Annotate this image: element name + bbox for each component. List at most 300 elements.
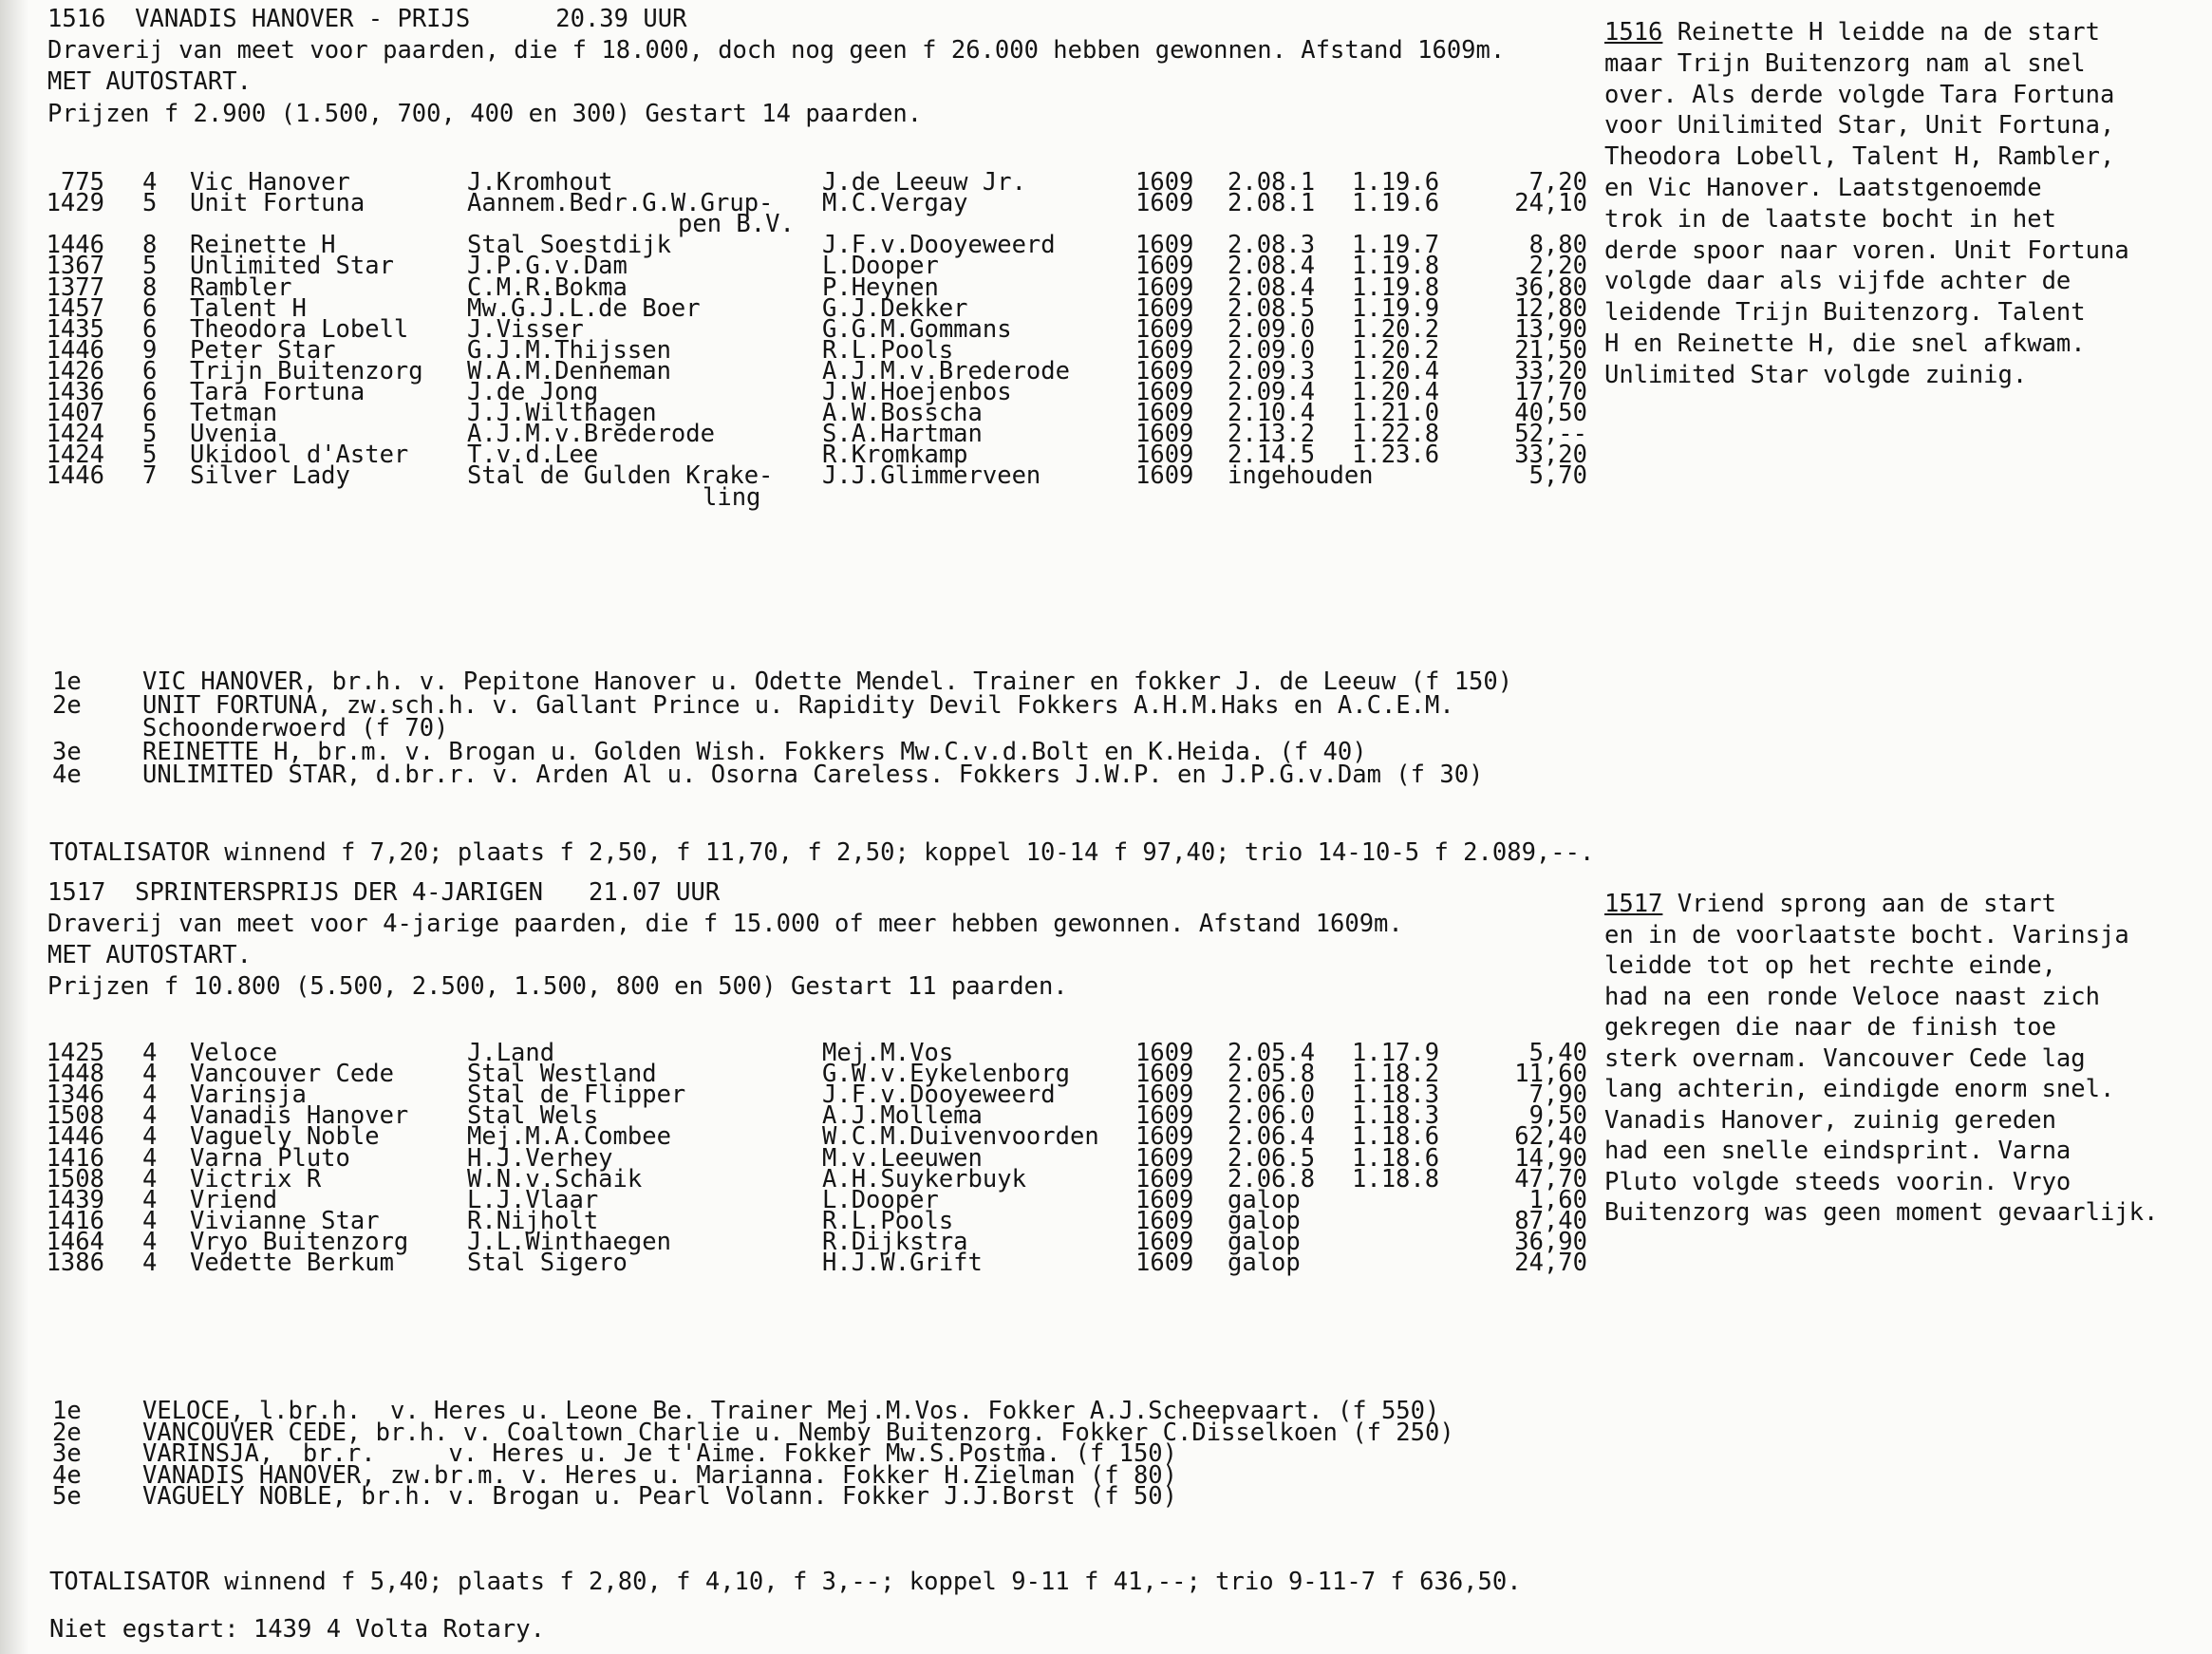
cell-num: 1439 [46, 1185, 104, 1214]
cell-dist: 1609 [1135, 189, 1194, 218]
cell-owner: Stal Soestdijk [467, 231, 671, 260]
cell-km: 1.19.7 [1352, 231, 1440, 260]
cell-owner: J.P.G.v.Dam [467, 252, 628, 281]
cell-age: 9 [142, 335, 158, 365]
cell-odds: 33,20 [1514, 356, 1587, 385]
cell-horse: Vedette Berkum [190, 1249, 394, 1277]
placing-text: VANCOUVER CEDE, br.h. v. Coaltown Charlie u. Nemby Buitenzorg. Fokker C.Disselkoen (f 250) [142, 1418, 1454, 1447]
comment-text: H en Reinette H, die snel afkwam. [1604, 329, 2086, 358]
cell-dist: 1609 [1135, 231, 1194, 260]
cell-horse: Vryo Buitenzorg [190, 1227, 409, 1256]
comment-text: had na een ronde Veloce naast zich [1604, 982, 2100, 1011]
cell-num: 1367 [46, 252, 104, 281]
race2-not-started: Niet egstart: 1439 4 Volta Rotary. [49, 1615, 545, 1644]
comment-text: Unlimited Star volgde zuinig. [1604, 360, 2028, 389]
placing-rank: 5e [52, 1482, 82, 1511]
cell-km: 1.18.3 [1352, 1081, 1440, 1110]
comment-line [1604, 173, 2042, 203]
comment-text: Buitenzorg was geen moment gevaarlijk. [1604, 1198, 2159, 1227]
cell-driver: J.W.Hoejenbos [822, 378, 1012, 406]
comment-text: leidde tot op het rechte einde, [1604, 951, 2056, 980]
cell-driver: R.Dijkstra [822, 1227, 968, 1256]
comment-text: lang achterin, eindigde enorm snel. [1604, 1075, 2115, 1103]
comment-line [1604, 889, 2056, 919]
cell-num: 1429 [46, 189, 104, 218]
cell-driver: J.F.v.Dooyeweerd [822, 231, 1056, 260]
placing-rank: 2e [52, 690, 82, 720]
cell-km: 1.20.2 [1352, 335, 1440, 365]
cell-time: 2.08.1 [1228, 168, 1316, 197]
cell-odds: 24,10 [1514, 189, 1587, 218]
cell-km: 1.20.2 [1352, 314, 1440, 344]
race2-prizes: Prijzen f 10.800 (5.500, 2.500, 1.500, 800 en 500) Gestart 11 paarden. [47, 972, 1068, 1001]
comment-text: sterk overnam. Vancouver Cede lag [1604, 1043, 2086, 1073]
cell-dist: 1609 [1135, 1039, 1194, 1067]
comment-text: Pluto volgde steeds voorin. Vryo [1604, 1167, 2071, 1196]
cell-odds: 14,90 [1514, 1143, 1587, 1173]
cell-time: ingehouden [1228, 461, 1374, 491]
cell-horse: Vivianne Star [190, 1206, 380, 1235]
cell-owner: T.v.d.Lee [467, 441, 599, 470]
comment-line [1604, 1012, 2056, 1043]
placing-text: VAGUELY NOBLE, br.h. v. Brogan u. Pearl Volann. Fokker J.J.Borst (f 50) [142, 1482, 1178, 1511]
comment-line [1604, 80, 2114, 110]
comment-text: voor Unilimited Star, Unit Fortuna, [1604, 111, 2115, 141]
table-row [0, 1248, 1604, 1278]
placing-text: REINETTE H, br.m. v. Brogan u. Golden Wish. Fokkers Mw.C.v.d.Bolt en K.Heida. (f 40) [142, 737, 1367, 766]
comment-line [1604, 1105, 2056, 1136]
cell-num: 1424 [46, 420, 104, 449]
cell-time: 2.08.5 [1228, 293, 1316, 323]
cell-horse: Rambler [190, 273, 292, 302]
cell-driver: P.Heynen [822, 273, 939, 302]
cell-km: 1.18.6 [1352, 1122, 1440, 1152]
cell-owner: L.J.Vlaar [467, 1185, 599, 1214]
cell-num: 1446 [46, 335, 104, 365]
cell-owner-continued: ling [703, 482, 761, 512]
cell-dist: 1609 [1135, 1227, 1194, 1256]
cell-age: 5 [142, 189, 158, 218]
cell-dist: 1609 [1135, 252, 1194, 281]
cell-km: 1.20.4 [1352, 356, 1440, 385]
cell-age: 6 [142, 399, 158, 428]
cell-km: 1.20.4 [1352, 378, 1440, 406]
placing-rank: 4e [52, 761, 82, 789]
cell-owner: Stal Westland [467, 1060, 657, 1089]
cell-dist: 1609 [1135, 441, 1194, 470]
cell-horse: Veloce [190, 1039, 278, 1067]
cell-driver: A.H.Suykerbuyk [822, 1164, 1026, 1194]
cell-time: 2.06.4 [1228, 1122, 1316, 1152]
comment-text: derde spoor naar voren. Unit Fortuna [1604, 235, 2129, 265]
cell-odds: 17,70 [1514, 378, 1587, 406]
cell-age: 4 [142, 1060, 158, 1089]
cell-age: 4 [142, 1206, 158, 1235]
placing-text: VARINSJA, br.r. v. Heres u. Je t'Aime. Fokker Mw.S.Postma. (f 150) [142, 1439, 1178, 1468]
cell-dist: 1609 [1135, 1122, 1194, 1152]
cell-driver: A.W.Bosscha [822, 399, 983, 428]
comment-text: leidende Trijn Buitenzorg. Talent [1604, 298, 2086, 328]
race1-start: MET AUTOSTART. [47, 67, 252, 96]
cell-owner: Stal Sigero [467, 1249, 628, 1277]
cell-driver: R.L.Pools [822, 335, 954, 365]
cell-driver: J.de Leeuw Jr. [822, 168, 1026, 197]
comment-line [1604, 329, 2086, 359]
cell-horse: Vanadis Hanover [190, 1101, 409, 1131]
comment-line [1604, 297, 2086, 328]
placing-text: UNIT FORTUNA, zw.sch.h. v. Gallant Prince u. Rapidity Devil Fokkers A.H.M.Haks en A.C.E.M. [142, 690, 1454, 720]
cell-driver: J.F.v.Dooyeweerd [822, 1081, 1056, 1110]
cell-driver: M.v.Leeuwen [822, 1143, 983, 1173]
cell-time: 2.09.3 [1228, 356, 1316, 385]
cell-km: 1.23.6 [1352, 441, 1440, 470]
cell-horse: Uvenia [190, 420, 278, 449]
comment-line [1604, 982, 2100, 1012]
cell-age: 6 [142, 356, 158, 385]
placing-text: VANADIS HANOVER, zw.br.m. v. Heres u. Marianna. Fokker H.Zielman (f 80) [142, 1460, 1178, 1490]
cell-age: 4 [142, 1143, 158, 1173]
cell-odds: 87,40 [1514, 1206, 1587, 1235]
cell-owner: Stal de Gulden Krake- [467, 461, 774, 491]
race2-totalisator: TOTALISATOR winnend f 5,40; plaats f 2,80, f 4,10, f 3,--; koppel 9-11 f 41,--; trio 9-11-7 f 636,50. [49, 1568, 1522, 1596]
cell-owner: J.L.Winthaegen [467, 1227, 671, 1256]
cell-time: galop [1228, 1206, 1301, 1235]
cell-horse: Victrix R [190, 1164, 322, 1194]
cell-time: 2.08.4 [1228, 273, 1316, 302]
cell-age: 4 [142, 168, 158, 197]
cell-num: 1424 [46, 441, 104, 470]
cell-horse: Vic Hanover [190, 168, 350, 197]
cell-driver: R.L.Pools [822, 1206, 954, 1235]
comment-line [1604, 920, 2129, 950]
cell-dist: 1609 [1135, 1164, 1194, 1194]
cell-owner-continued: pen B.V. [678, 210, 795, 239]
cell-owner: W.N.v.Schaik [467, 1164, 643, 1194]
cell-num: 1426 [46, 356, 104, 385]
race2-start: MET AUTOSTART. [47, 941, 252, 969]
race2-header-line [47, 877, 720, 908]
cell-owner: J.Visser [467, 314, 584, 344]
cell-horse: Theodora Lobell [190, 314, 409, 344]
cell-driver: J.J.Glimmerveen [822, 461, 1041, 491]
cell-horse: Unlimited Star [190, 252, 394, 281]
cell-owner: Stal Wels [467, 1101, 599, 1131]
cell-odds: 40,50 [1514, 399, 1587, 428]
cell-horse: Reinette H [190, 231, 336, 260]
cell-odds: 1,60 [1528, 1185, 1587, 1214]
cell-dist: 1609 [1135, 314, 1194, 344]
cell-time: 2.09.0 [1228, 314, 1316, 344]
cell-num: 1508 [46, 1101, 104, 1131]
cell-km: 1.19.8 [1352, 273, 1440, 302]
cell-age: 5 [142, 420, 158, 449]
cell-num: 1425 [46, 1039, 104, 1067]
cell-km: 1.19.6 [1352, 168, 1440, 197]
cell-km: 1.19.6 [1352, 189, 1440, 218]
cell-age: 4 [142, 1164, 158, 1194]
cell-time: 2.08.4 [1228, 252, 1316, 281]
placing-rank: 2e [52, 1418, 82, 1447]
cell-time: 2.09.4 [1228, 378, 1316, 406]
cell-dist: 1609 [1135, 461, 1194, 491]
cell-driver: W.C.M.Duivenvoorden [822, 1122, 1099, 1152]
cell-dist: 1609 [1135, 1249, 1194, 1277]
cell-num: 1416 [46, 1143, 104, 1173]
cell-dist: 1609 [1135, 1206, 1194, 1235]
cell-age: 4 [142, 1039, 158, 1067]
cell-km: 1.19.9 [1352, 293, 1440, 323]
cell-odds: 11,60 [1514, 1060, 1587, 1089]
cell-odds: 7,20 [1528, 168, 1587, 197]
placing-rank: 3e [52, 1439, 82, 1468]
cell-odds: 52,-- [1514, 420, 1587, 449]
cell-time: 2.06.8 [1228, 1164, 1316, 1194]
cell-driver: G.W.v.Eykelenborg [822, 1060, 1070, 1089]
cell-driver: A.J.M.v.Brederode [822, 356, 1070, 385]
placing-rank: 4e [52, 1460, 82, 1490]
cell-dist: 1609 [1135, 420, 1194, 449]
cell-driver: A.J.Mollema [822, 1101, 983, 1131]
comment-text: Vriend sprong aan de start [1662, 890, 2056, 918]
cell-dist: 1609 [1135, 1143, 1194, 1173]
cell-driver: R.Kromkamp [822, 441, 968, 470]
cell-km: 1.21.0 [1352, 399, 1440, 428]
cell-km: 1.22.8 [1352, 420, 1440, 449]
comment-line [1604, 17, 2100, 47]
cell-age: 8 [142, 231, 158, 260]
cell-odds: 12,80 [1514, 293, 1587, 323]
cell-horse: Varna Pluto [190, 1143, 350, 1173]
cell-age: 8 [142, 273, 158, 302]
cell-num: 1457 [46, 293, 104, 323]
cell-num: 1446 [46, 1122, 104, 1152]
cell-time: 2.05.8 [1228, 1060, 1316, 1089]
cell-dist: 1609 [1135, 356, 1194, 385]
comment-line [1604, 110, 2114, 141]
cell-num: 1407 [46, 399, 104, 428]
comment-line [1604, 1074, 2114, 1104]
cell-odds: 24,70 [1514, 1249, 1587, 1277]
cell-num: 1416 [46, 1206, 104, 1235]
cell-odds: 33,20 [1514, 441, 1587, 470]
cell-dist: 1609 [1135, 1185, 1194, 1214]
cell-owner: J.J.Wilthagen [467, 399, 657, 428]
cell-owner: G.J.M.Thijssen [467, 335, 671, 365]
cell-horse: Varinsja [190, 1081, 307, 1110]
cell-time: 2.10.4 [1228, 399, 1316, 428]
cell-horse: Vaguely Noble [190, 1122, 380, 1152]
cell-num: 1446 [46, 231, 104, 260]
placing-rank: 1e [52, 1397, 82, 1425]
cell-owner: C.M.R.Bokma [467, 273, 628, 302]
cell-horse: Vriend [190, 1185, 278, 1214]
cell-age: 6 [142, 378, 158, 406]
race2-conditions: Draverij van meet voor 4-jarige paarden, die f 15.000 of meer hebben gewonnen. Afstand 1609m. [47, 910, 1403, 938]
cell-num: 1386 [46, 1249, 104, 1277]
cell-num: 1377 [46, 273, 104, 302]
cell-age: 7 [142, 461, 158, 491]
cell-age: 4 [142, 1101, 158, 1131]
cell-dist: 1609 [1135, 1101, 1194, 1131]
cell-driver: Mej.M.Vos [822, 1039, 954, 1067]
cell-dist: 1609 [1135, 1060, 1194, 1089]
comment-line [1604, 235, 2129, 266]
race1-number: 1516 [47, 5, 106, 33]
cell-odds: 2,20 [1528, 252, 1587, 281]
race1-prizes: Prijzen f 2.900 (1.500, 700, 400 en 300) Gestart 14 paarden. [47, 100, 923, 128]
placing-text: VIC HANOVER, br.h. v. Pepitone Hanover u. Odette Mendel. Trainer en fokker J. de Leeuw (f 150) [142, 667, 1513, 696]
comment-text: Vanadis Hanover, zuinig gereden [1604, 1105, 2056, 1135]
cell-time: galop [1228, 1185, 1301, 1214]
race1-conditions: Draverij van meet voor paarden, die f 18.000, doch nog geen f 26.000 hebben gewonnen. Afstand 1609m. [47, 36, 1506, 65]
cell-km: 1.19.8 [1352, 252, 1440, 281]
cell-owner: J.Kromhout [467, 168, 613, 197]
cell-odds: 9,50 [1528, 1101, 1587, 1131]
cell-age: 4 [142, 1122, 158, 1152]
cell-km: 1.18.6 [1352, 1143, 1440, 1173]
cell-age: 6 [142, 293, 158, 323]
cell-owner: Mej.M.A.Combee [467, 1122, 671, 1152]
placing-text: VELOCE, l.br.h. v. Heres u. Leone Be. Trainer Mej.M.Vos. Fokker A.J.Scheepvaart. (f 550) [142, 1397, 1440, 1425]
cell-km: 1.18.2 [1352, 1060, 1440, 1089]
comment-line [1604, 1136, 2071, 1166]
cell-horse: Trijn Buitenzorg [190, 356, 423, 385]
cell-owner: R.Nijholt [467, 1206, 599, 1235]
comment-line [1604, 950, 2056, 981]
comment-text: maar Trijn Buitenzorg nam al snel [1604, 48, 2086, 78]
comment-line [1604, 204, 2056, 235]
placing-rank: 3e [52, 737, 82, 766]
cell-horse: Talent H [190, 293, 307, 323]
cell-driver: L.Dooper [822, 252, 939, 281]
cell-odds: 47,70 [1514, 1164, 1587, 1194]
cell-odds: 5,70 [1528, 461, 1587, 491]
cell-owner: Stal de Flipper [467, 1081, 686, 1110]
cell-owner: H.J.Verhey [467, 1143, 613, 1173]
cell-age: 5 [142, 252, 158, 281]
cell-num: 1446 [46, 461, 104, 491]
cell-horse: Vancouver Cede [190, 1060, 394, 1089]
comment-line [1604, 1167, 2071, 1197]
cell-time: galop [1228, 1227, 1301, 1256]
cell-odds: 36,80 [1514, 273, 1587, 302]
race2-time: 21.07 UUR [589, 878, 721, 907]
cell-horse: Peter Star [190, 335, 336, 365]
cell-km: 1.17.9 [1352, 1039, 1440, 1067]
cell-odds: 8,80 [1528, 231, 1587, 260]
comment-text: had een snelle eindsprint. Varna [1604, 1137, 2071, 1165]
cell-odds: 36,90 [1514, 1227, 1587, 1256]
comment-text: over. Als derde volgde Tara Fortuna [1604, 80, 2115, 109]
comment-text: gekregen die naar de finish toe [1604, 1013, 2056, 1042]
cell-horse: Unit Fortuna [190, 189, 366, 218]
comment-race-number: 1516 [1604, 18, 1663, 47]
race2-number: 1517 [47, 878, 106, 907]
cell-dist: 1609 [1135, 399, 1194, 428]
cell-dist: 1609 [1135, 1081, 1194, 1110]
cell-horse: Tetman [190, 399, 278, 428]
race2-name: SPRINTERSPRIJS DER 4-JARIGEN [135, 878, 544, 907]
cell-time: 2.09.0 [1228, 335, 1316, 365]
cell-age: 6 [142, 314, 158, 344]
cell-num: 1435 [46, 314, 104, 344]
cell-time: 2.06.5 [1228, 1143, 1316, 1173]
comment-line [1604, 141, 2114, 172]
cell-time: 2.08.1 [1228, 189, 1316, 218]
cell-odds: 13,90 [1514, 314, 1587, 344]
cell-time: 2.14.5 [1228, 441, 1316, 470]
cell-owner: J.de Jong [467, 378, 599, 406]
cell-dist: 1609 [1135, 273, 1194, 302]
cell-dist: 1609 [1135, 335, 1194, 365]
comment-text: volgde daar als vijfde achter de [1604, 267, 2071, 296]
cell-driver: S.A.Hartman [822, 420, 983, 449]
cell-time: 2.05.4 [1228, 1039, 1316, 1067]
cell-driver: M.C.Vergay [822, 189, 968, 218]
cell-age: 5 [142, 441, 158, 470]
comment-text: en in de voorlaatste bocht. Varinsja [1604, 920, 2129, 949]
cell-time: galop [1228, 1249, 1301, 1277]
cell-age: 4 [142, 1185, 158, 1214]
cell-odds: 62,40 [1514, 1122, 1587, 1152]
cell-horse: Silver Lady [190, 461, 350, 491]
cell-owner: Aannem.Bedr.G.W.Grup- [467, 189, 774, 218]
cell-owner: Mw.G.J.L.de Boer [467, 293, 701, 323]
comment-text: trok in de laatste bocht in het [1604, 204, 2056, 234]
cell-driver: G.J.Dekker [822, 293, 968, 323]
table-row-continuation [0, 482, 1604, 513]
cell-num: 775 [60, 168, 104, 197]
cell-driver: H.J.W.Grift [822, 1249, 983, 1277]
cell-owner: A.J.M.v.Brederode [467, 420, 715, 449]
cell-age: 4 [142, 1227, 158, 1256]
placing-rank: 1e [52, 667, 82, 696]
cell-num: 1508 [46, 1164, 104, 1194]
comment-line [1604, 1197, 2158, 1228]
placing-text: UNLIMITED STAR, d.br.r. v. Arden Al u. Osorna Careless. Fokkers J.W.P. en J.P.G.v.Dam (f 30) [142, 761, 1484, 789]
comment-line [1604, 266, 2071, 296]
cell-time: 2.06.0 [1228, 1101, 1316, 1131]
cell-odds: 5,40 [1528, 1039, 1587, 1067]
cell-driver: G.G.M.Gommans [822, 314, 1012, 344]
cell-dist: 1609 [1135, 378, 1194, 406]
cell-num: 1448 [46, 1060, 104, 1089]
comment-text: Theodora Lobell, Talent H, Rambler, [1604, 142, 2115, 172]
cell-age: 4 [142, 1249, 158, 1277]
cell-time: 2.13.2 [1228, 420, 1316, 449]
comment-line [1604, 48, 2086, 79]
cell-time: 2.06.0 [1228, 1081, 1316, 1110]
cell-time: 2.08.3 [1228, 231, 1316, 260]
cell-num: 1346 [46, 1081, 104, 1110]
comment-race-number: 1517 [1604, 890, 1663, 918]
race1-totalisator: TOTALISATOR winnend f 7,20; plaats f 2,50, f 11,70, f 2,50; koppel 10-14 f 97,40; trio 14-10-5 f 2.089,--. [49, 838, 1595, 867]
cell-num: 1436 [46, 378, 104, 406]
cell-owner: W.A.M.Denneman [467, 356, 671, 385]
cell-odds: 21,50 [1514, 335, 1587, 365]
cell-horse: Tara Fortuna [190, 378, 366, 406]
cell-odds: 7,90 [1528, 1081, 1587, 1110]
cell-dist: 1609 [1135, 168, 1194, 197]
comment-line [1604, 360, 2027, 390]
cell-num: 1464 [46, 1227, 104, 1256]
cell-km: 1.18.8 [1352, 1164, 1440, 1194]
comment-text: Reinette H leidde na de start [1662, 18, 2100, 47]
comment-text: en Vic Hanover. Laatstgenoemde [1604, 174, 2042, 202]
race1-name: VANADIS HANOVER - PRIJS [135, 5, 471, 33]
race1-time: 20.39 UUR [555, 5, 687, 33]
cell-horse: Ukidool d'Aster [190, 441, 409, 470]
